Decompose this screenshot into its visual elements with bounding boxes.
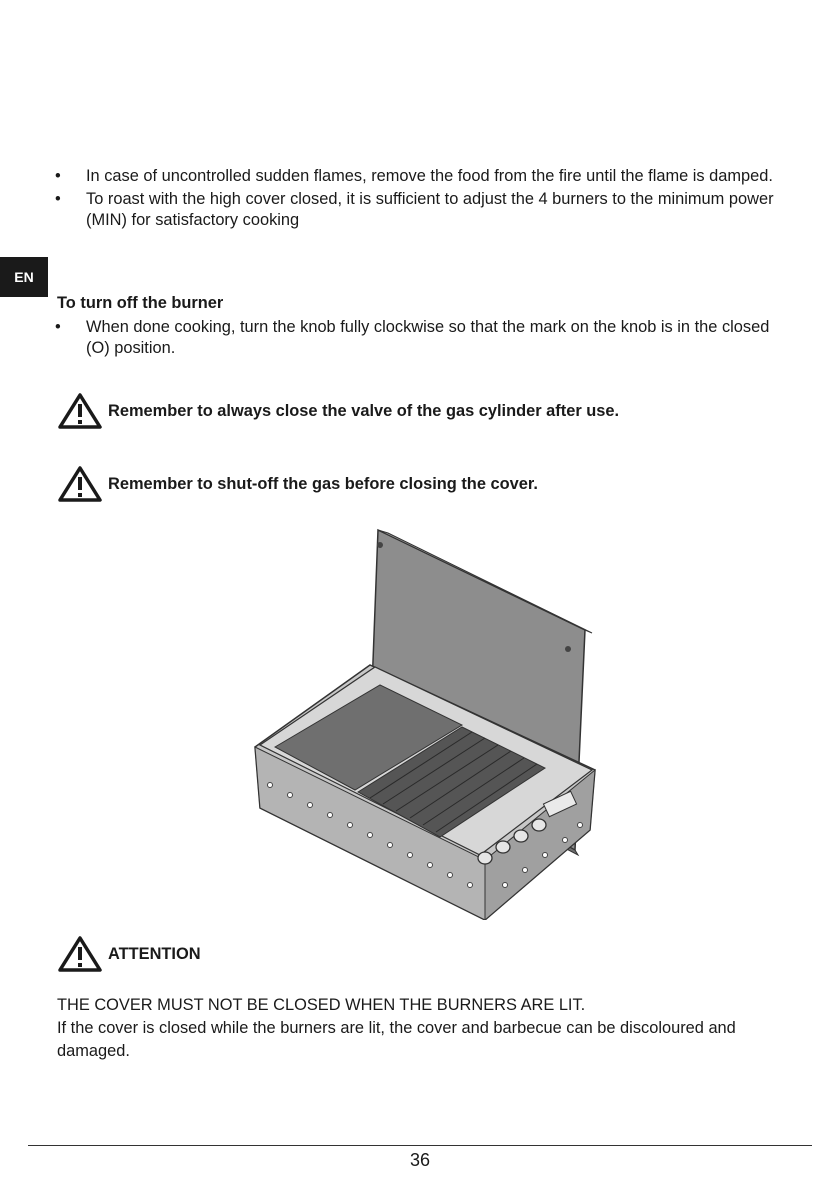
page-number: 36	[409, 1150, 431, 1170]
warning-valve	[57, 394, 619, 428]
warning-attention	[57, 937, 201, 971]
attention-line-caps: THE COVER MUST NOT BE CLOSED WHEN THE BURNERS ARE LIT.	[57, 996, 586, 1014]
bullet-text: In case of uncontrolled sudden flames, remove the food from the fire until the flame is damped.	[86, 167, 773, 185]
list-item	[55, 189, 775, 231]
list-item	[55, 317, 775, 359]
warning-triangle-icon	[57, 465, 103, 503]
bullet-mark: •	[55, 167, 61, 185]
warning-text: Remember to shut-off the gas before closing the cover.	[108, 474, 538, 493]
list-item	[55, 166, 775, 187]
warning-shutoff	[57, 467, 538, 501]
footer-divider	[28, 1145, 812, 1146]
turn-off-bullet-list	[55, 317, 775, 361]
warning-triangle-icon	[57, 935, 103, 973]
language-tab: EN	[0, 257, 48, 297]
barbecue-illustration	[240, 525, 600, 920]
bullet-mark: •	[55, 190, 61, 208]
intro-bullet-list	[55, 166, 775, 233]
warning-triangle-icon	[57, 392, 103, 430]
attention-heading: ATTENTION	[108, 944, 201, 963]
attention-line-detail: If the cover is closed while the burners are lit, the cover and barbecue can be discoloured and damaged.	[57, 1019, 736, 1060]
bullet-text: To roast with the high cover closed, it is sufficient to adjust the 4 burners to the minimum power (MIN) for satisfactory cooking	[86, 190, 774, 229]
warning-text: Remember to always close the valve of the gas cylinder after use.	[108, 401, 620, 420]
attention-body	[57, 994, 787, 1063]
bullet-mark: •	[55, 318, 61, 336]
bullet-text: When done cooking, turn the knob fully clockwise so that the mark on the knob is in the closed (O) position.	[86, 318, 770, 357]
section-title-turn-off: To turn off the burner	[57, 294, 224, 312]
